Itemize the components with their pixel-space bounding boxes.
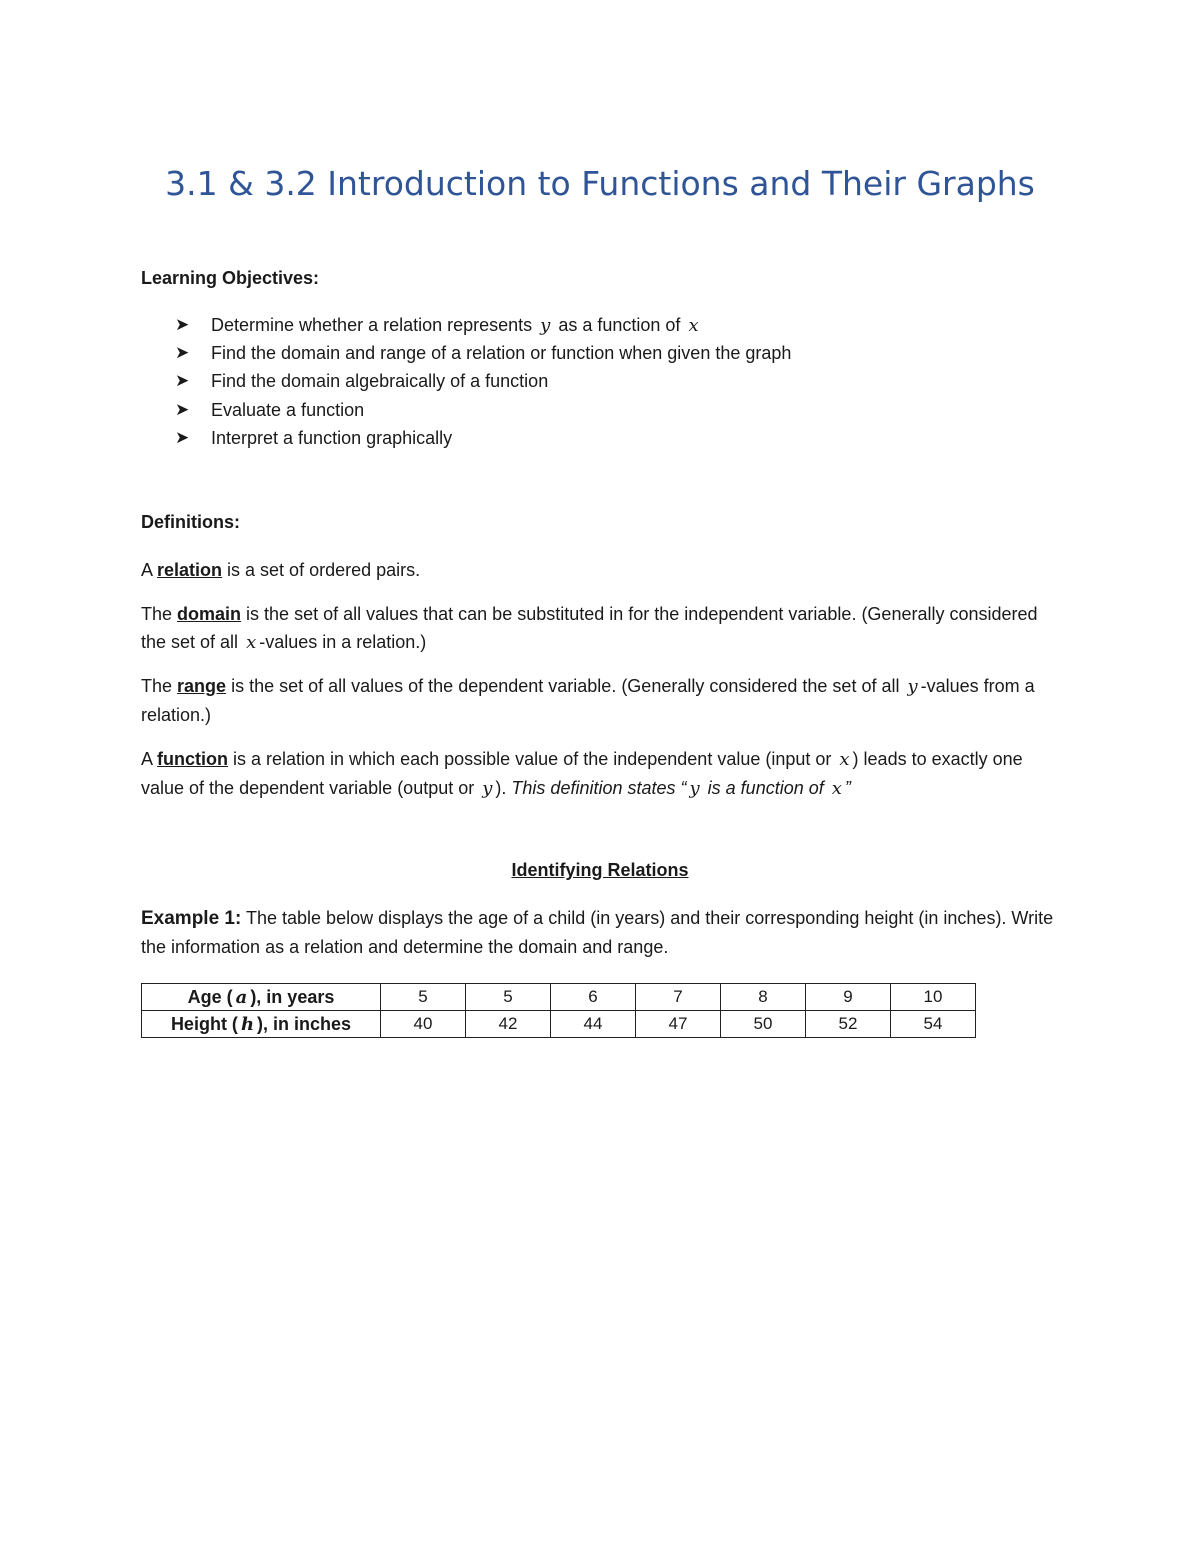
term-relation: relation xyxy=(157,560,223,580)
table-cell: 54 xyxy=(891,1011,976,1038)
example-1-label: Example 1: xyxy=(141,908,242,929)
table-cell: 5 xyxy=(466,984,551,1011)
objective-item xyxy=(175,396,791,424)
table-cell: 42 xyxy=(466,1011,551,1038)
objective-item xyxy=(175,424,791,452)
objective-item xyxy=(175,339,791,367)
table-cell: 9 xyxy=(806,984,891,1011)
table-cell: 52 xyxy=(806,1011,891,1038)
table-cell: 6 xyxy=(551,984,636,1011)
table-cell: 50 xyxy=(721,1011,806,1038)
definition-range: The range is the set of all values of the dependent variable. (Generally considered the set of all y -values from a relation.) xyxy=(141,676,1035,725)
objective-text: Evaluate a function xyxy=(211,399,365,420)
objective-text: Find the domain algebraically of a function xyxy=(211,371,549,392)
section-heading-identifying-relations: Identifying Relations xyxy=(511,860,689,880)
table-cell: 10 xyxy=(891,984,976,1011)
arrowhead-bullet-icon: ➤ xyxy=(175,343,190,363)
table-row-age xyxy=(142,984,976,1011)
table-cell: 47 xyxy=(636,1011,721,1038)
row-label-height: Height ( h ), in inches xyxy=(142,1011,381,1038)
arrowhead-bullet-icon: ➤ xyxy=(175,427,190,447)
definitions-heading: Definitions: xyxy=(141,512,240,532)
arrowhead-bullet-icon: ➤ xyxy=(175,399,190,419)
table-cell: 40 xyxy=(381,1011,466,1038)
definition-function: A function is a relation in which each possible value of the independent value (input or x ) leads to exactly one value of the dependent variable (output or y ). This definition states “ y is a function of x ” xyxy=(141,749,1023,799)
term-range: range xyxy=(177,676,227,696)
definition-relation: A relation is a set of ordered pairs. xyxy=(141,560,421,580)
row-label-age: Age ( a ), in years xyxy=(142,984,381,1011)
table-cell: 8 xyxy=(721,984,806,1011)
arrowhead-bullet-icon: ➤ xyxy=(175,371,190,391)
term-domain: domain xyxy=(177,604,242,624)
learning-objectives-heading: Learning Objectives: xyxy=(141,268,320,288)
objective-item xyxy=(175,311,791,339)
arrowhead-bullet-icon: ➤ xyxy=(175,315,190,334)
term-function: function xyxy=(157,749,228,769)
example-1-text: Example 1: The table below displays the age of a child (in years) and their corresponding height (in inches). Write the information as a relation and determine the domain and range. xyxy=(141,908,1054,957)
objective-text: Determine whether a relation represents y as a function of x xyxy=(211,315,699,336)
table-cell: 44 xyxy=(551,1011,636,1038)
objective-item xyxy=(175,367,791,395)
learning-objectives-list xyxy=(175,311,791,452)
table-cell: 7 xyxy=(636,984,721,1011)
objective-text: Interpret a function graphically xyxy=(211,427,453,448)
age-height-table xyxy=(141,983,976,1038)
definition-domain: The domain is the set of all values that can be substituted in for the independent variable. (Generally considered the set of all x -values in a relation.) xyxy=(141,604,1038,653)
table-row-height xyxy=(142,1011,976,1038)
table-cell: 5 xyxy=(381,984,466,1011)
page-title: 3.1 & 3.2 Introduction to Functions and Their Graphs xyxy=(165,164,1035,203)
objective-text: Find the domain and range of a relation or function when given the graph xyxy=(211,343,792,364)
